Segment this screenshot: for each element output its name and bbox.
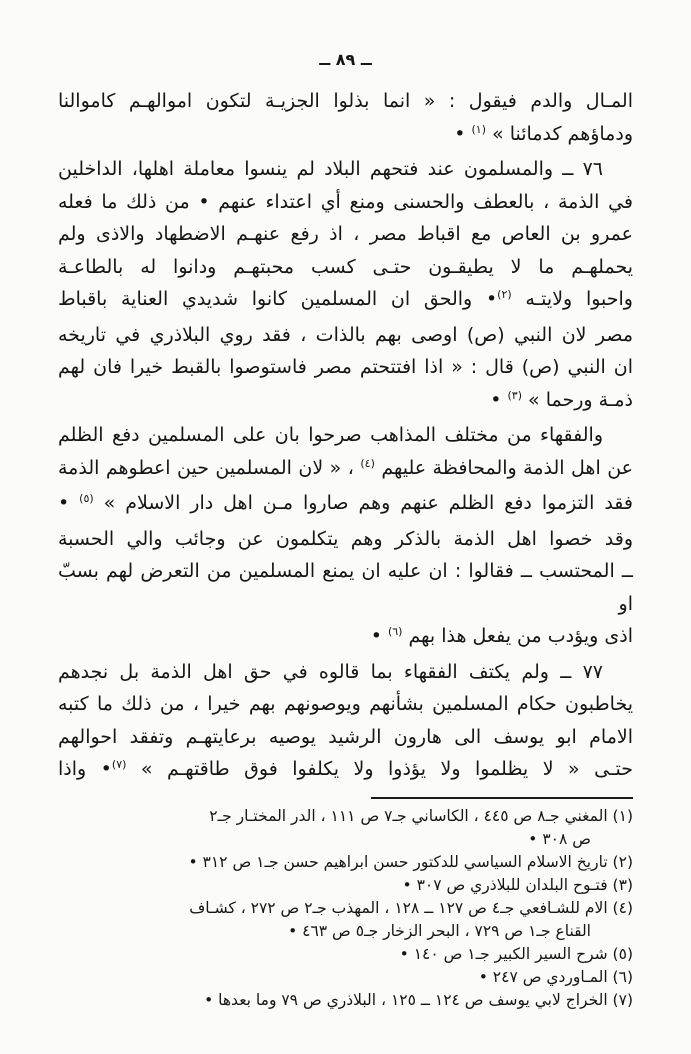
line-text: ودماؤهم كدمائنا » <box>486 122 633 145</box>
line-text: عن اهل الذمة والمحافظة عليهم <box>374 456 633 479</box>
footnote-ref: (٦) <box>387 625 403 638</box>
line-text: • <box>490 388 508 411</box>
text-line <box>58 384 633 420</box>
footnote-line: (٢) تاريخ الاسلام السياسي للدكتور حسن ابراهيم حسن جـ١ ص ٣١٢ • <box>188 852 633 871</box>
body-text <box>58 85 633 789</box>
text-line: مصر لان النبي (ص) اوصى بهم بالذات ، فقد روي البلاذري في تاريخه <box>58 323 633 346</box>
line-text: • واذا <box>58 758 112 780</box>
line-text: ، « لان المسلمين حين اعطوهم الذمة <box>58 456 361 479</box>
text-line: ــ المحتسب ــ فقالوا : ان عليه ان يمنع المسلمين من التعرض لهم بسبّ او <box>58 560 633 615</box>
text-line: ٧٦ ــ والمسلمون عند فتحهم البلاد لم ينسوا معاملة اهلها، الداخلين <box>58 158 603 180</box>
line-text: • <box>454 122 472 145</box>
footnote-line: (٣) فتـوح البلدان للبلاذري ص ٣٠٧ • <box>402 875 633 894</box>
footnote-line: (٧) الخراج لابي يوسف ص ١٢٤ ــ ١٢٥ ، البلاذري ص ٧٩ وما بعدها • <box>204 990 633 1009</box>
footnote-ref: (٧) <box>111 758 127 771</box>
footnote-separator <box>371 797 633 799</box>
text-line: المـال والدم فيقول : « انما بذلوا الجزيـة لتكون اموالهـم كاموالنا <box>58 90 633 112</box>
text-line: في الذمة ، بالعطف والحسنى ومنع أي اعتداء عنهم • من ذلك ما فعله <box>58 190 633 213</box>
line-text: حتـى « لا يظلموا ولا يؤذوا ولا يكلفوا فوق طاقتهـم » <box>126 758 633 780</box>
line-text: • والحق ان المسلمين كانوا شديدي العناية باقباط <box>58 288 498 310</box>
footnote-ref: (٣) <box>507 388 522 402</box>
paragraph-continuation <box>58 85 633 153</box>
footnotes <box>58 805 633 1012</box>
text-line: عمرو بن العاص مع اقباط مصر ، اذ رفع عنهـم الاضطهاد والاذى ولم <box>58 223 633 245</box>
footnote-line: (١) المغني جـ٨ ص ٤٤٥ ، الكاساني جـ٧ ص ١١١ ، الدر المختـار جـ٢ <box>209 806 633 825</box>
footnote-line: القناع جـ١ ص ٧٢٩ ، البحر الزخار جـ٥ ص ٤٦٣ • <box>288 921 591 940</box>
paragraph-76 <box>58 153 633 419</box>
line-text: ذمـة ورحما » <box>521 388 633 411</box>
footnote-line: (٤) الام للشـافعي جـ٤ ص ١٢٧ ــ ١٢٨ ، المهذب جـ٢ ص ٢٧٢ ، كشـاف <box>189 898 633 917</box>
footnote-ref: (٥) <box>79 492 94 505</box>
line-text: واحبوا ولايتـه <box>511 288 633 310</box>
text-line: ان النبي (ص) قال : « اذا افتتحتم مصر فاستوصوا بالقبط خيرا فان لهم <box>58 356 633 378</box>
text-line <box>58 118 633 154</box>
footnote-ref: (٢) <box>497 288 512 301</box>
line-text: اذى ويؤدب من يفعل هذا بهم <box>402 625 633 647</box>
footnote-line: (٦) المـاوردي ص ٢٤٧ • <box>478 967 633 986</box>
line-text: فقد التزموا دفع الظلم عنهم وهم صاروا مـن اهل دار الاسلام » <box>93 492 633 514</box>
footnote-line: (٥) شرح السير الكبير جـ١ ص ١٤٠ • <box>399 944 633 963</box>
text-line <box>58 283 633 319</box>
text-line: والفقهاء من مختلف المذاهب صرحوا بان على المسلمين دفع الظلم <box>58 424 603 446</box>
paragraph-hisba <box>58 523 633 656</box>
page-number: ــ ٨٩ ــ <box>319 50 372 69</box>
text-line <box>58 620 633 656</box>
text-line: ٧٧ ــ ولم يكتف الفقهاء بما قالوه في حق اهل الذمة بل نجدهم <box>58 660 603 683</box>
footnote-ref: (١) <box>471 122 487 136</box>
text-line: وقد خصوا اهل الذمة بالذكر وهم يتكلمون عن وجائب والي الحسبة <box>58 527 633 550</box>
text-line: يحملهـم ما لا يطيقـون حتـى كسب محبتهـم ودانوا له بالطاعـة <box>58 255 633 278</box>
text-line: يخاطبون حكام المسلمين بشأنهم ويوصونهم بهم خيرا ، من ذلك ما كتبه <box>58 693 633 715</box>
paragraph-77 <box>58 656 633 789</box>
paragraph-jurists <box>58 419 633 523</box>
footnote-line: ص ٣٠٨ • <box>528 829 591 848</box>
text-line <box>58 452 633 488</box>
line-text: • <box>58 492 80 514</box>
footnote-ref: (٤) <box>360 456 375 470</box>
text-line <box>58 487 633 523</box>
line-text: • <box>370 625 388 647</box>
text-line <box>58 753 633 789</box>
text-line: الامام ابو يوسف الى هارون الرشيد يوصيه برعايتهـم وتفقد احوالهم <box>58 725 633 748</box>
